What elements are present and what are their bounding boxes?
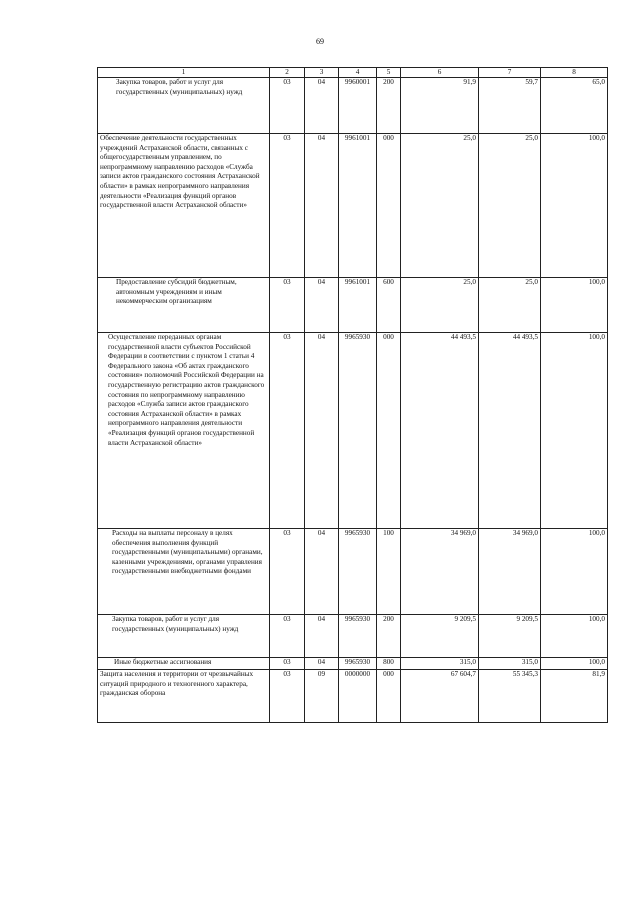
actual-value: 9 209,5	[479, 615, 541, 658]
expense-name: Предоставление субсидий бюджетным, автономным учреждениям и иным некоммерческим организациям	[98, 278, 270, 333]
column-header: 3	[305, 68, 339, 78]
subsection-code: 04	[305, 333, 339, 529]
section-code: 03	[270, 333, 305, 529]
table-row	[98, 529, 608, 615]
target-code: 0000000	[339, 670, 377, 723]
expense-type-code: 000	[377, 670, 401, 723]
target-code: 9961001	[339, 134, 377, 278]
budget-table	[97, 67, 608, 723]
subsection-code: 04	[305, 78, 339, 134]
expense-type-code: 600	[377, 278, 401, 333]
section-code: 03	[270, 529, 305, 615]
expense-type-code: 800	[377, 658, 401, 670]
column-header: 5	[377, 68, 401, 78]
expense-name: Закупка товаров, работ и услуг для государственных (муниципальных) нужд	[98, 78, 270, 134]
plan-value: 91,9	[401, 78, 479, 134]
subsection-code: 04	[305, 615, 339, 658]
page-number: 69	[316, 37, 324, 46]
target-code: 9961001	[339, 278, 377, 333]
section-code: 03	[270, 670, 305, 723]
target-code: 9960001	[339, 78, 377, 134]
actual-value: 315,0	[479, 658, 541, 670]
expense-name: Иные бюджетные ассигнования	[98, 658, 270, 670]
table-row	[98, 670, 608, 723]
section-code: 03	[270, 278, 305, 333]
table-row	[98, 78, 608, 134]
percent-value: 81,9	[541, 670, 608, 723]
column-header: 6	[401, 68, 479, 78]
table-row	[98, 278, 608, 333]
subsection-code: 04	[305, 278, 339, 333]
expense-type-code: 100	[377, 529, 401, 615]
actual-value: 34 969,0	[479, 529, 541, 615]
subsection-code: 09	[305, 670, 339, 723]
percent-value: 100,0	[541, 529, 608, 615]
table-row	[98, 134, 608, 278]
plan-value: 34 969,0	[401, 529, 479, 615]
expense-name: Расходы на выплаты персоналу в целях обеспечения выполнения функций государственными (муниципальными) органами, казенными учреждениями, органами управления государственными внебюджетными фондами	[98, 529, 270, 615]
expense-type-code: 200	[377, 615, 401, 658]
subsection-code: 04	[305, 134, 339, 278]
actual-value: 59,7	[479, 78, 541, 134]
percent-value: 100,0	[541, 278, 608, 333]
column-header: 1	[98, 68, 270, 78]
expense-type-code: 200	[377, 78, 401, 134]
table-header-row	[98, 68, 608, 78]
target-code: 9965930	[339, 529, 377, 615]
actual-value: 55 345,3	[479, 670, 541, 723]
plan-value: 25,0	[401, 278, 479, 333]
table-row	[98, 658, 608, 670]
actual-value: 44 493,5	[479, 333, 541, 529]
section-code: 03	[270, 134, 305, 278]
percent-value: 100,0	[541, 134, 608, 278]
actual-value: 25,0	[479, 134, 541, 278]
section-code: 03	[270, 615, 305, 658]
plan-value: 315,0	[401, 658, 479, 670]
actual-value: 25,0	[479, 278, 541, 333]
percent-value: 65,0	[541, 78, 608, 134]
column-header: 7	[479, 68, 541, 78]
target-code: 9965930	[339, 658, 377, 670]
expense-name: Осуществление переданных органам государственной власти субъектов Российской Федерации в соответствии с пунктом 1 статьи 4 Федерального закона «Об актах гражданского состояния» полномочий Российской Федерации на государственную регистрацию актов гражданского состояния по непрограммному направлению расходов «Служба записи актов гражданского состояния Астраханской области» в рамках непрограммного направления деятельности «Реализация функций органов государственной власти Астраханской области»	[98, 333, 270, 529]
section-code: 03	[270, 658, 305, 670]
expense-type-code: 000	[377, 333, 401, 529]
column-header: 8	[541, 68, 608, 78]
plan-value: 25,0	[401, 134, 479, 278]
plan-value: 44 493,5	[401, 333, 479, 529]
subsection-code: 04	[305, 658, 339, 670]
plan-value: 67 604,7	[401, 670, 479, 723]
target-code: 9965930	[339, 333, 377, 529]
column-header: 2	[270, 68, 305, 78]
column-header: 4	[339, 68, 377, 78]
table-row	[98, 615, 608, 658]
percent-value: 100,0	[541, 333, 608, 529]
expense-name: Закупка товаров, работ и услуг для государственных (муниципальных) нужд	[98, 615, 270, 658]
percent-value: 100,0	[541, 658, 608, 670]
target-code: 9965930	[339, 615, 377, 658]
subsection-code: 04	[305, 529, 339, 615]
table-row	[98, 333, 608, 529]
expense-name: Обеспечение деятельности государственных учреждений Астраханской области, связанных с общегосударственным управлением, по непрограммному направлению расходов «Служба записи актов гражданского состояния Астраханской области» в рамках непрограммного направления деятельности «Реализация функций органов государственной власти Астраханской области»	[98, 134, 270, 278]
expense-name: Защита населения и территории от чрезвычайных ситуаций природного и техногенного характера, гражданская оборона	[98, 670, 270, 723]
expense-type-code: 000	[377, 134, 401, 278]
percent-value: 100,0	[541, 615, 608, 658]
plan-value: 9 209,5	[401, 615, 479, 658]
section-code: 03	[270, 78, 305, 134]
